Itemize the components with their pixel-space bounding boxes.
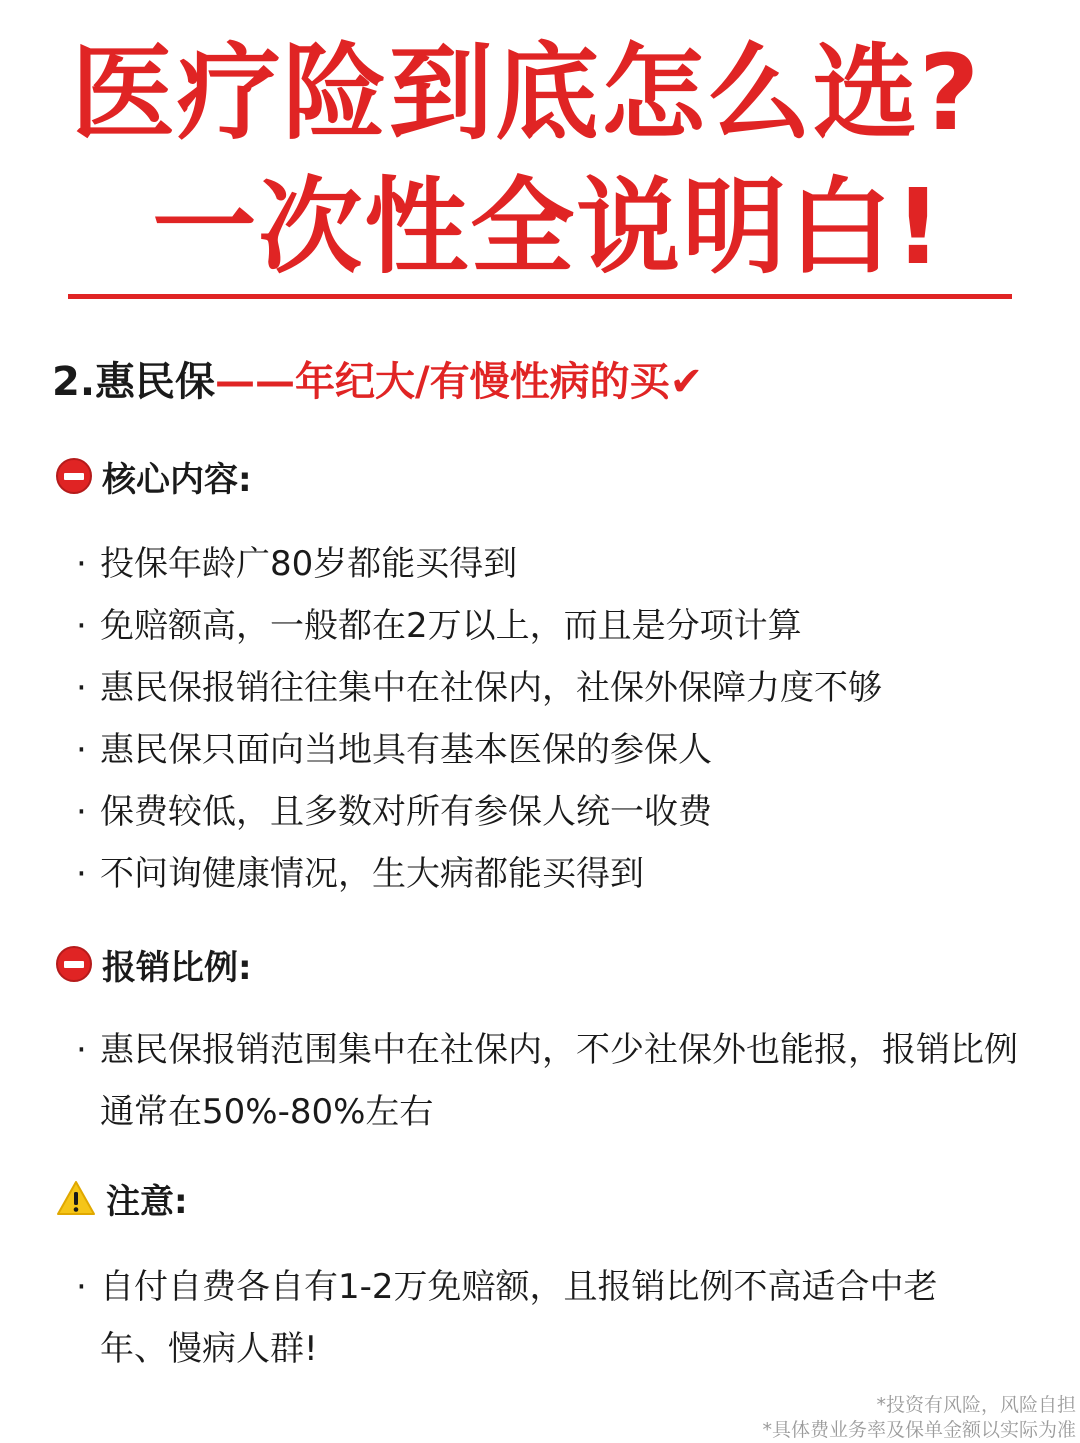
warning-icon: [56, 1180, 96, 1216]
list-item: · 不问询健康情况，生大病都能买得到: [72, 843, 882, 905]
note-label: 注意:: [106, 1181, 188, 1222]
core-content-label-row: [56, 454, 252, 498]
list-item: · 自付自费各自有1-2万免赔额，且报销比例不高适合中老年、慢病人群!: [72, 1256, 960, 1380]
section-heading: [52, 354, 703, 410]
bullet-dot: ·: [76, 730, 87, 770]
reimbursement-ratio-label: 报销比例:: [102, 947, 252, 988]
reimbursement-ratio-list: [72, 1019, 1020, 1143]
list-item: · 投保年龄广80岁都能买得到: [72, 533, 882, 595]
amount-disclaimer: *具体费业务率及保单金额以实际为准: [762, 1419, 1076, 1441]
list-item: · 惠民保报销范围集中在社保内，不少社保外也能报，报销比例通常在50%-80%左右: [72, 1019, 1020, 1143]
list-item: · 惠民保报销往往集中在社保内，社保外保障力度不够: [72, 657, 882, 719]
no-entry-icon: [56, 946, 92, 982]
bullet-dot: ·: [76, 854, 87, 894]
bullet-dot: ·: [76, 792, 87, 832]
section-subtitle: ——年纪大/有慢性病的买✔: [215, 359, 704, 405]
list-item: · 保费较低，且多数对所有参保人统一收费: [72, 781, 882, 843]
no-entry-icon: [56, 458, 92, 494]
note-list: [72, 1256, 960, 1380]
core-content-list: [72, 533, 882, 905]
list-item: · 免赔额高，一般都在2万以上，而且是分项计算: [72, 595, 882, 657]
bullet-dot: ·: [76, 1267, 87, 1307]
page-title-line-2: 一次性全说明白!: [152, 166, 944, 288]
page-title-line-1: 医疗险到底怎么选?: [70, 32, 982, 154]
note-label-row: [56, 1176, 188, 1220]
reimbursement-ratio-label-row: [56, 942, 252, 986]
list-item: · 惠民保只面向当地具有基本医保的参保人: [72, 719, 882, 781]
bullet-dot: ·: [76, 1030, 87, 1070]
section-name: 2.惠民保: [52, 359, 216, 405]
bullet-dot: ·: [76, 668, 87, 708]
bullet-dot: ·: [76, 544, 87, 584]
risk-disclaimer: *投资有风险，风险自担: [876, 1394, 1076, 1416]
title-divider: [68, 294, 1012, 299]
bullet-dot: ·: [76, 606, 87, 646]
core-content-label: 核心内容:: [102, 459, 252, 500]
